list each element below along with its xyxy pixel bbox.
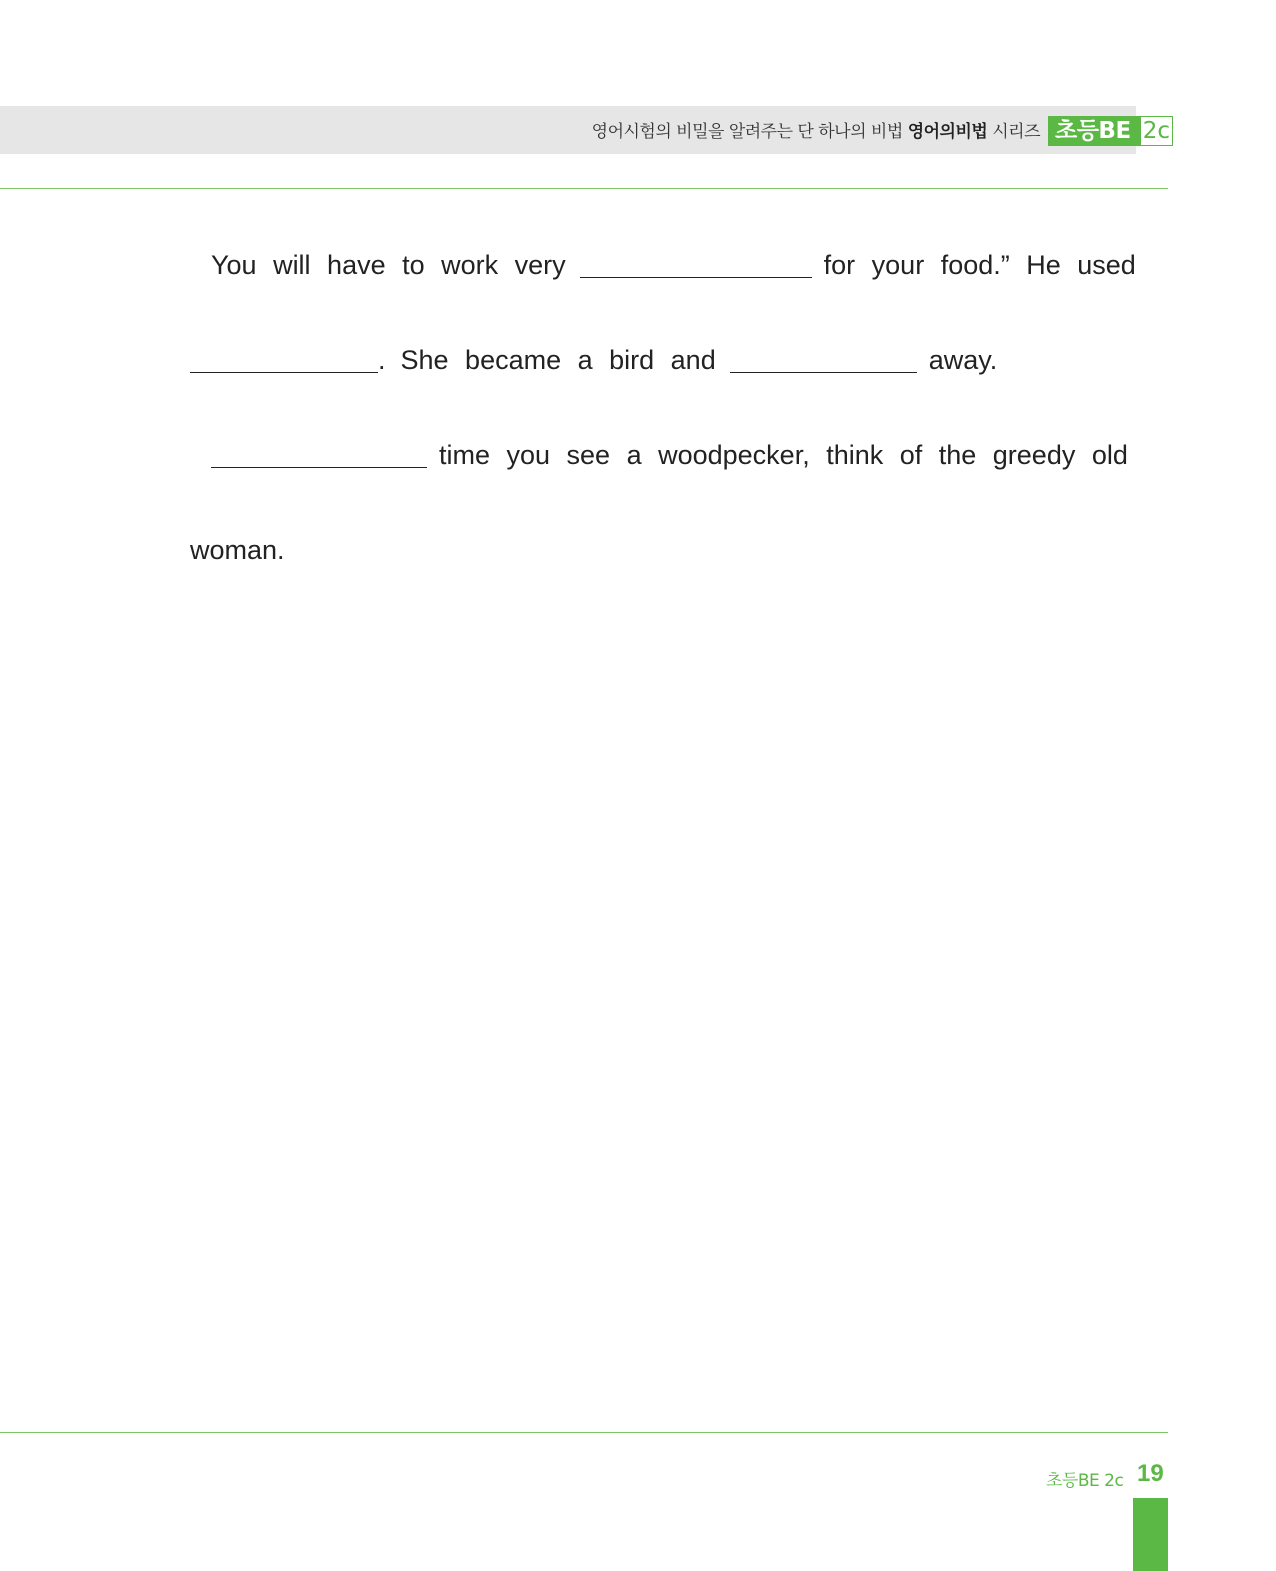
sentence-line-1 bbox=[211, 250, 1136, 281]
sentence-text: for your food.” He used bbox=[823, 250, 1136, 280]
badge-grade: 2c bbox=[1140, 116, 1173, 146]
sentence-text: woman. bbox=[190, 535, 285, 565]
series-header bbox=[592, 117, 1040, 142]
top-divider bbox=[0, 188, 1168, 189]
sentence-line-2 bbox=[190, 345, 997, 376]
footer-accent-bar bbox=[1133, 1498, 1168, 1571]
sentence-text: You will have to work very bbox=[211, 250, 566, 280]
footer-book-title: 초등BE 2c bbox=[1046, 1471, 1124, 1491]
sentence-line-4 bbox=[190, 535, 285, 566]
answer-blank-4[interactable] bbox=[211, 466, 427, 468]
bottom-divider bbox=[0, 1432, 1168, 1433]
sentence-text: away. bbox=[928, 345, 998, 375]
sentence-text: time you see a woodpecker, think of the greedy old bbox=[439, 440, 1128, 470]
page-number: 19 bbox=[1137, 1460, 1164, 1487]
series-tagline: 영어시험의 비밀을 알려주는 단 하나의 비법 bbox=[591, 122, 903, 142]
series-name: 영어의비법 bbox=[907, 122, 988, 142]
book-badge bbox=[1048, 116, 1173, 146]
answer-blank-2[interactable] bbox=[190, 371, 378, 373]
answer-blank-3[interactable] bbox=[730, 371, 917, 373]
series-suffix: 시리즈 bbox=[992, 122, 1040, 142]
sentence-text: . bbox=[378, 345, 386, 375]
badge-title: 초등BE bbox=[1048, 116, 1140, 146]
answer-blank-1[interactable] bbox=[580, 276, 812, 278]
sentence-text: She became a bird and bbox=[400, 345, 716, 375]
sentence-line-3 bbox=[211, 440, 1128, 471]
